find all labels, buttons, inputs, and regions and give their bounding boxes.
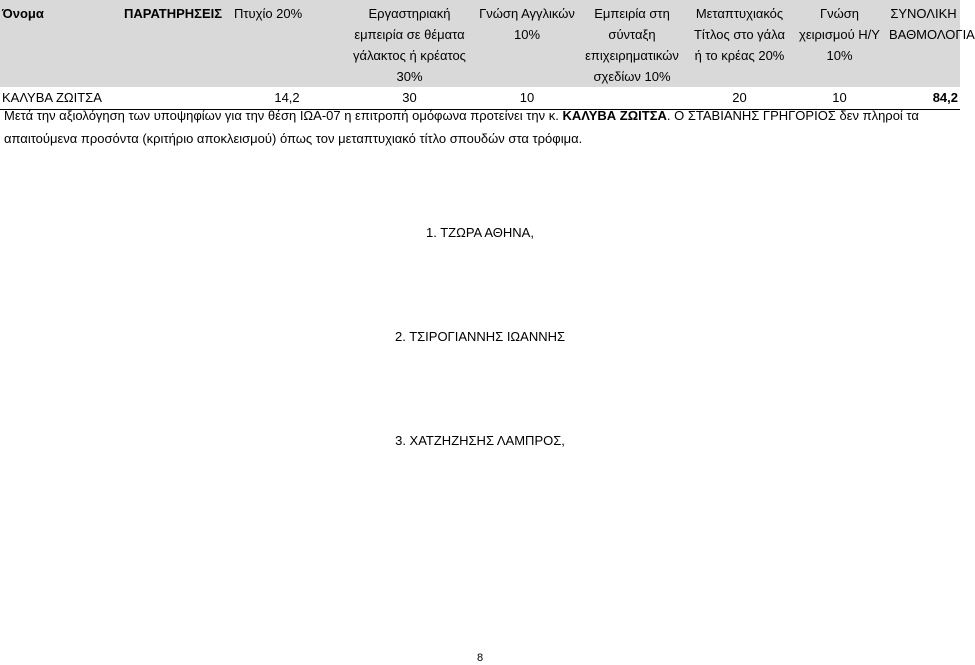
- header-english: Γνώση Αγγλικών 10%: [477, 0, 577, 87]
- header-total-score: ΣΥΝΟΛΙΚΗ ΒΑΘΜΟΛΟΓΙΑ: [887, 0, 960, 87]
- table-header-row: [0, 0, 960, 87]
- header-degree: Πτυχίο 20%: [232, 0, 342, 87]
- cell-total-score: 84,2: [887, 87, 960, 110]
- header-masters: Μεταπτυχιακός Τίτλος στο γάλα ή το κρέας 20%: [687, 0, 792, 87]
- header-lab-experience: Εργαστηριακή εμπειρία σε θέματα γάλακτος ή κρέατος 30%: [342, 0, 477, 87]
- candidate-list-item: 2. ΤΣΙΡΟΓΙΑΝΝΗΣ ΙΩΑΝΝΗΣ: [394, 329, 566, 344]
- committee-paragraph: [4, 104, 956, 150]
- cell-english: 10: [477, 87, 577, 110]
- evaluation-table: [0, 0, 975, 110]
- header-computer-skills: Γνώση χειρισμού Η/Υ 10%: [792, 0, 887, 87]
- header-business-plans: Εμπειρία στη σύνταξη επιχειρηματικών σχεδίων 10%: [577, 0, 687, 87]
- paragraph-text-end: . Ο ΣΤΑΒΙΑΝΗΣ ΓΡΗΓΟΡΙΟΣ δεν πληροί τα απαιτούμενα προσόντα (κριτήριο αποκλεισμού) όπως τον μεταπτυχιακό τίτλο σπουδών στα τρόφιμα.: [4, 108, 919, 146]
- cell-degree: 14,2: [232, 87, 342, 110]
- cell-masters: 20: [687, 87, 792, 110]
- page-number: 8: [476, 652, 484, 664]
- cell-computer-skills: 10: [792, 87, 887, 110]
- paragraph-text-start: Μετά την αξιολόγηση των υποψηφίων για την θέση ΙΩΑ-07 η επιτροπή ομόφωνα προτείνει την κ.: [4, 108, 563, 123]
- candidate-list-item: 3. ΧΑΤΖΗΖΗΣΗΣ ΛΑΜΠΡΟΣ,: [395, 433, 565, 448]
- selected-candidate-name: ΚΑΛΥΒΑ ΖΩΙΤΣΑ: [562, 108, 667, 123]
- candidate-list-item: 1. ΤΖΩΡΑ ΑΘΗΝΑ,: [426, 225, 534, 240]
- cell-lab-experience: 30: [342, 87, 477, 110]
- cell-name: ΚΑΛΥΒΑ ΖΩΙΤΣΑ: [0, 87, 122, 110]
- header-remarks: ΠΑΡΑΤΗΡΗΣΕΙΣ: [122, 0, 232, 87]
- header-name: Όνομα: [0, 0, 122, 87]
